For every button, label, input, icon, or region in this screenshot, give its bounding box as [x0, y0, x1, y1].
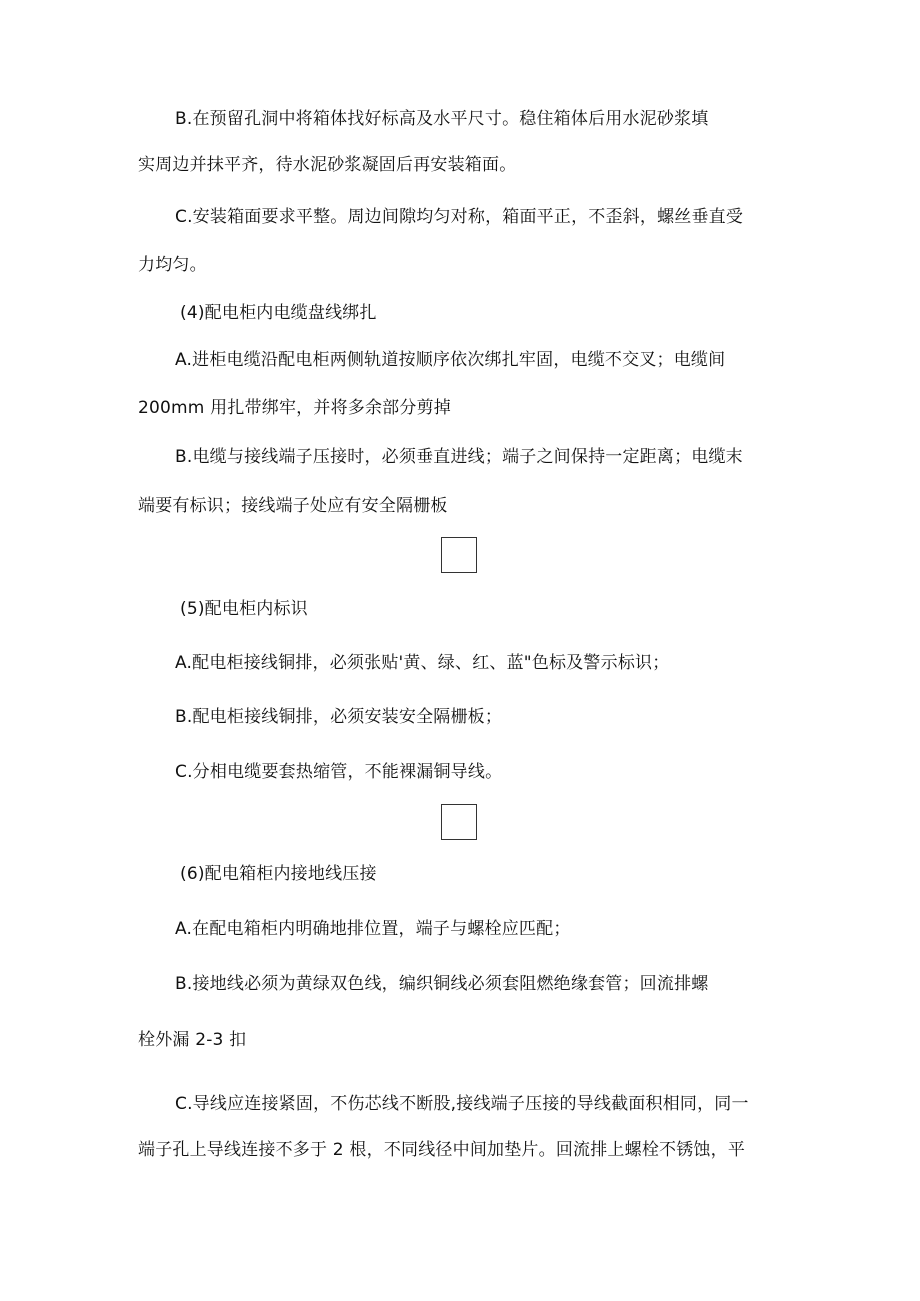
text-line: A.配电柜接线铜排，必须张贴'黄、绿、红、蓝"色标及警示标识；: [175, 653, 670, 673]
text-line: B.在预留孔洞中将箱体找好标高及水平尺寸。稳住箱体后用水泥砂浆填: [175, 109, 709, 129]
text-line: 端要有标识；接线端子处应有安全隔栅板: [138, 496, 448, 516]
image-placeholder: [441, 804, 477, 840]
text-line: B.配电柜接线铜排，必须安装安全隔栅板；: [175, 707, 503, 727]
text-line: 栓外漏 2-3 扣: [138, 1030, 247, 1050]
text-line: C.分相电缆要套热缩管，不能裸漏铜导线。: [175, 762, 503, 782]
text-line: B.电缆与接线端子压接时，必须垂直进线；端子之间保持一定距离；电缆末: [175, 447, 743, 467]
text-line: 端子孔上导线连接不多于 2 根，不同线径中间加垫片。回流排上螺栓不锈蚀，平: [138, 1140, 746, 1160]
section-heading: (5)配电柜内标识: [180, 599, 308, 619]
text-line: 力均匀。: [138, 255, 207, 275]
image-placeholder: [441, 537, 477, 573]
text-line: B.接地线必须为黄绿双色线，编织铜线必须套阻燃绝缘套管；回流排螺: [175, 974, 709, 994]
text-line: C.安装箱面要求平整。周边间隙均匀对称，箱面平正，不歪斜，螺丝垂直受: [175, 207, 744, 227]
text-line: 200mm 用扎带绑牢，并将多余部分剪掉: [138, 398, 451, 418]
text-line: A.在配电箱柜内明确地排位置，端子与螺栓应匹配；: [175, 919, 571, 939]
section-heading: (4)配电柜内电缆盘线绑扎: [180, 303, 377, 323]
text-line: A.进柜电缆沿配电柜两侧轨道按顺序依次绑扎牢固，电缆不交叉；电缆间: [175, 350, 726, 370]
section-heading: (6)配电箱柜内接地线压接: [180, 864, 377, 884]
text-line: 实周边并抹平齐，待水泥砂浆凝固后再安装箱面。: [138, 155, 517, 175]
text-line: C.导线应连接紧固，不伤芯线不断股,接线端子压接的导线截面积相同，同一: [175, 1094, 749, 1114]
